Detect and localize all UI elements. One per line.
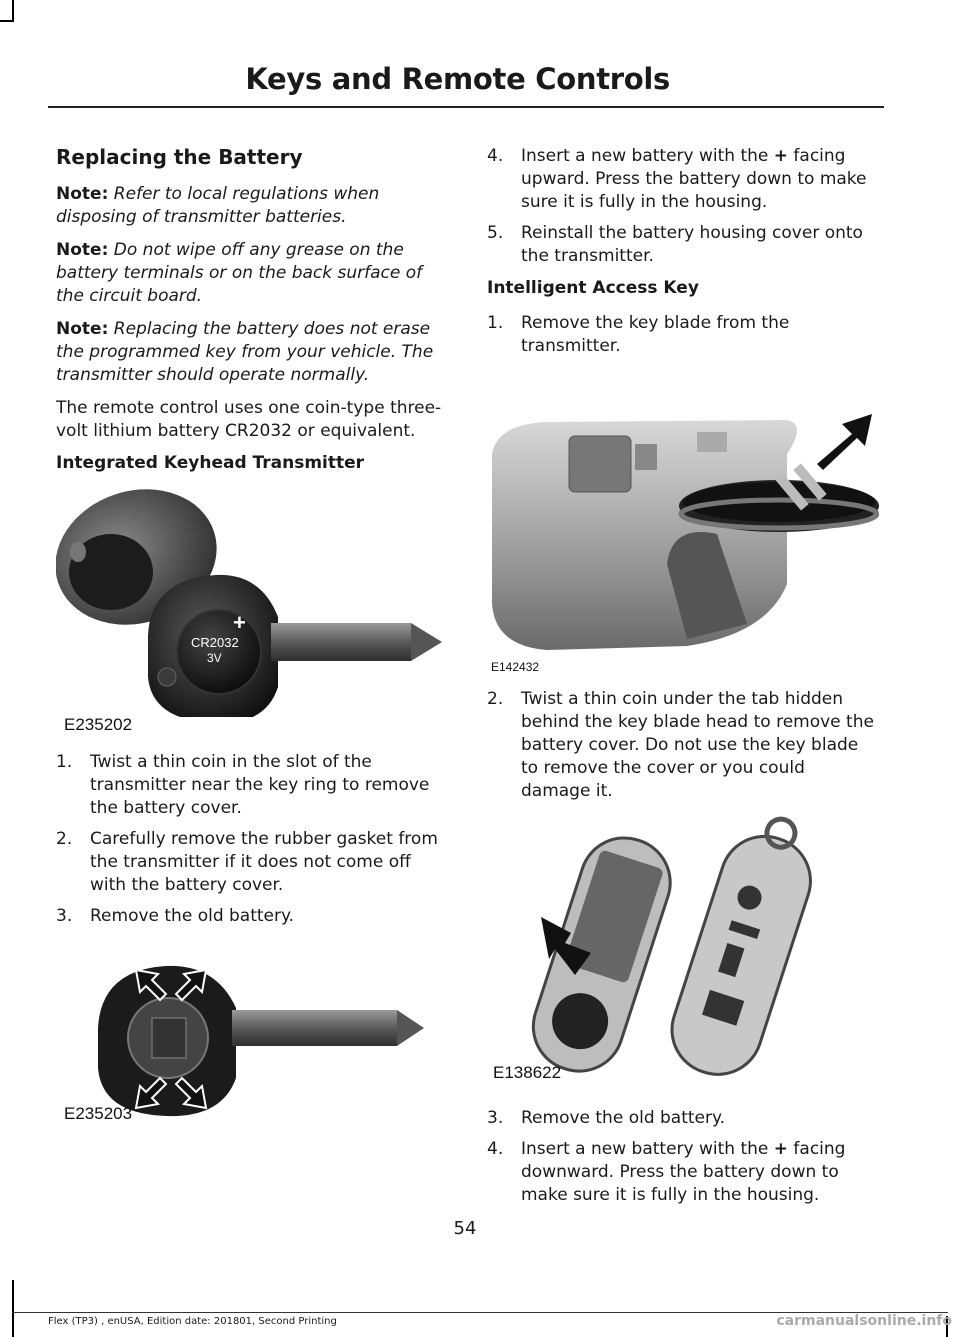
crop-mark <box>0 20 14 22</box>
note-label: Note: <box>56 184 109 204</box>
figure-code: E138622 <box>493 1063 562 1082</box>
list-item <box>487 1107 879 1130</box>
battery-voltage-label: 3V <box>207 651 222 665</box>
note <box>56 318 448 387</box>
key-blade-illustration <box>487 384 879 654</box>
note-label: Note: <box>56 240 109 260</box>
page-number: 54 <box>453 1218 477 1239</box>
battery-cover-illustration <box>487 813 879 1083</box>
list-item <box>56 905 448 928</box>
step-text: Insert a new battery with the <box>521 1139 774 1159</box>
step-text: Twist a thin coin in the slot of the transmitter near the key ring to remove the battery cover. <box>90 752 430 818</box>
step-text: Remove the old battery. <box>90 906 295 926</box>
steps-list <box>487 688 879 803</box>
step-text: Twist a thin coin under the tab hidden behind the key blade head to remove the battery cover. Do not use the key blade to remove the cover or you could damage it. <box>521 689 874 801</box>
steps-list <box>56 751 448 928</box>
step-text: facing upward. Press the battery down to make sure it is fully in the housing. <box>521 146 867 212</box>
step-number: 4. <box>487 1139 504 1159</box>
plus-symbol: + <box>773 146 789 166</box>
figure-intelligent-key-open <box>487 813 879 1093</box>
note-label: Note: <box>56 319 109 339</box>
step-number: 3. <box>487 1108 504 1128</box>
steps-list <box>487 145 879 268</box>
note <box>56 183 448 229</box>
edition-info: Flex (TP3) , enUSA, Edition date: 201801, Second Printing <box>48 1316 337 1327</box>
step-number: 2. <box>56 829 73 849</box>
subheading: Intelligent Access Key <box>487 278 699 298</box>
step-number: 3. <box>56 906 73 926</box>
figure-intelligent-key-blade <box>487 384 879 674</box>
watermark: carmanualsonline.info <box>776 1313 952 1329</box>
steps-list <box>487 1107 879 1207</box>
step-number: 4. <box>487 146 504 166</box>
figure-keyhead-gasket <box>56 958 448 1138</box>
header-divider <box>48 106 884 108</box>
plus-symbol: + <box>773 1139 789 1159</box>
section-heading: Replacing the Battery <box>56 145 303 169</box>
page-header-title: Keys and Remote Controls <box>245 62 670 96</box>
step-number: 1. <box>487 313 504 333</box>
step-number: 5. <box>487 223 504 243</box>
note-text: Refer to local regulations when disposing of transmitter batteries. <box>56 184 380 227</box>
intro-paragraph: The remote control uses one coin-type three-volt lithium battery CR2032 or equivalent. <box>56 398 442 441</box>
list-item <box>487 222 879 268</box>
list-item <box>487 688 879 803</box>
step-text: Insert a new battery with the <box>521 146 774 166</box>
step-text: facing downward. Press the battery down to make sure it is fully in the housing. <box>521 1139 846 1205</box>
gasket-illustration <box>56 958 448 1118</box>
step-number: 2. <box>487 689 504 709</box>
crop-mark <box>12 1280 14 1337</box>
steps-list <box>487 312 879 358</box>
note-text: Replacing the battery does not erase the programmed key from your vehicle. The transmitter should operate normally. <box>56 319 434 385</box>
figure-code: E142432 <box>491 660 540 674</box>
step-text: Remove the old battery. <box>521 1108 726 1128</box>
crop-mark <box>12 0 14 22</box>
list-item <box>487 312 879 358</box>
battery-model-label: CR2032 <box>191 635 239 650</box>
step-text: Reinstall the battery housing cover onto the transmitter. <box>521 223 863 266</box>
left-column <box>56 145 448 1152</box>
battery-plus-label: + <box>233 610 246 635</box>
subheading: Integrated Keyhead Transmitter <box>56 453 365 473</box>
list-item <box>56 828 448 897</box>
figure-code: E235203 <box>64 1104 133 1123</box>
keyhead-illustration <box>56 487 448 717</box>
figure-code: E235202 <box>64 715 133 734</box>
note-text: Do not wipe off any grease on the battery terminals or on the back surface of the circuit board. <box>56 240 423 306</box>
list-item <box>487 145 879 214</box>
step-text: Carefully remove the rubber gasket from the transmitter if it does not come off with the battery cover. <box>90 829 438 895</box>
step-text: Remove the key blade from the transmitter. <box>521 313 790 356</box>
list-item <box>56 751 448 820</box>
note <box>56 239 448 308</box>
right-column <box>487 145 879 1217</box>
figure-keyhead-open <box>56 487 448 737</box>
step-number: 1. <box>56 752 73 772</box>
list-item <box>487 1138 879 1207</box>
